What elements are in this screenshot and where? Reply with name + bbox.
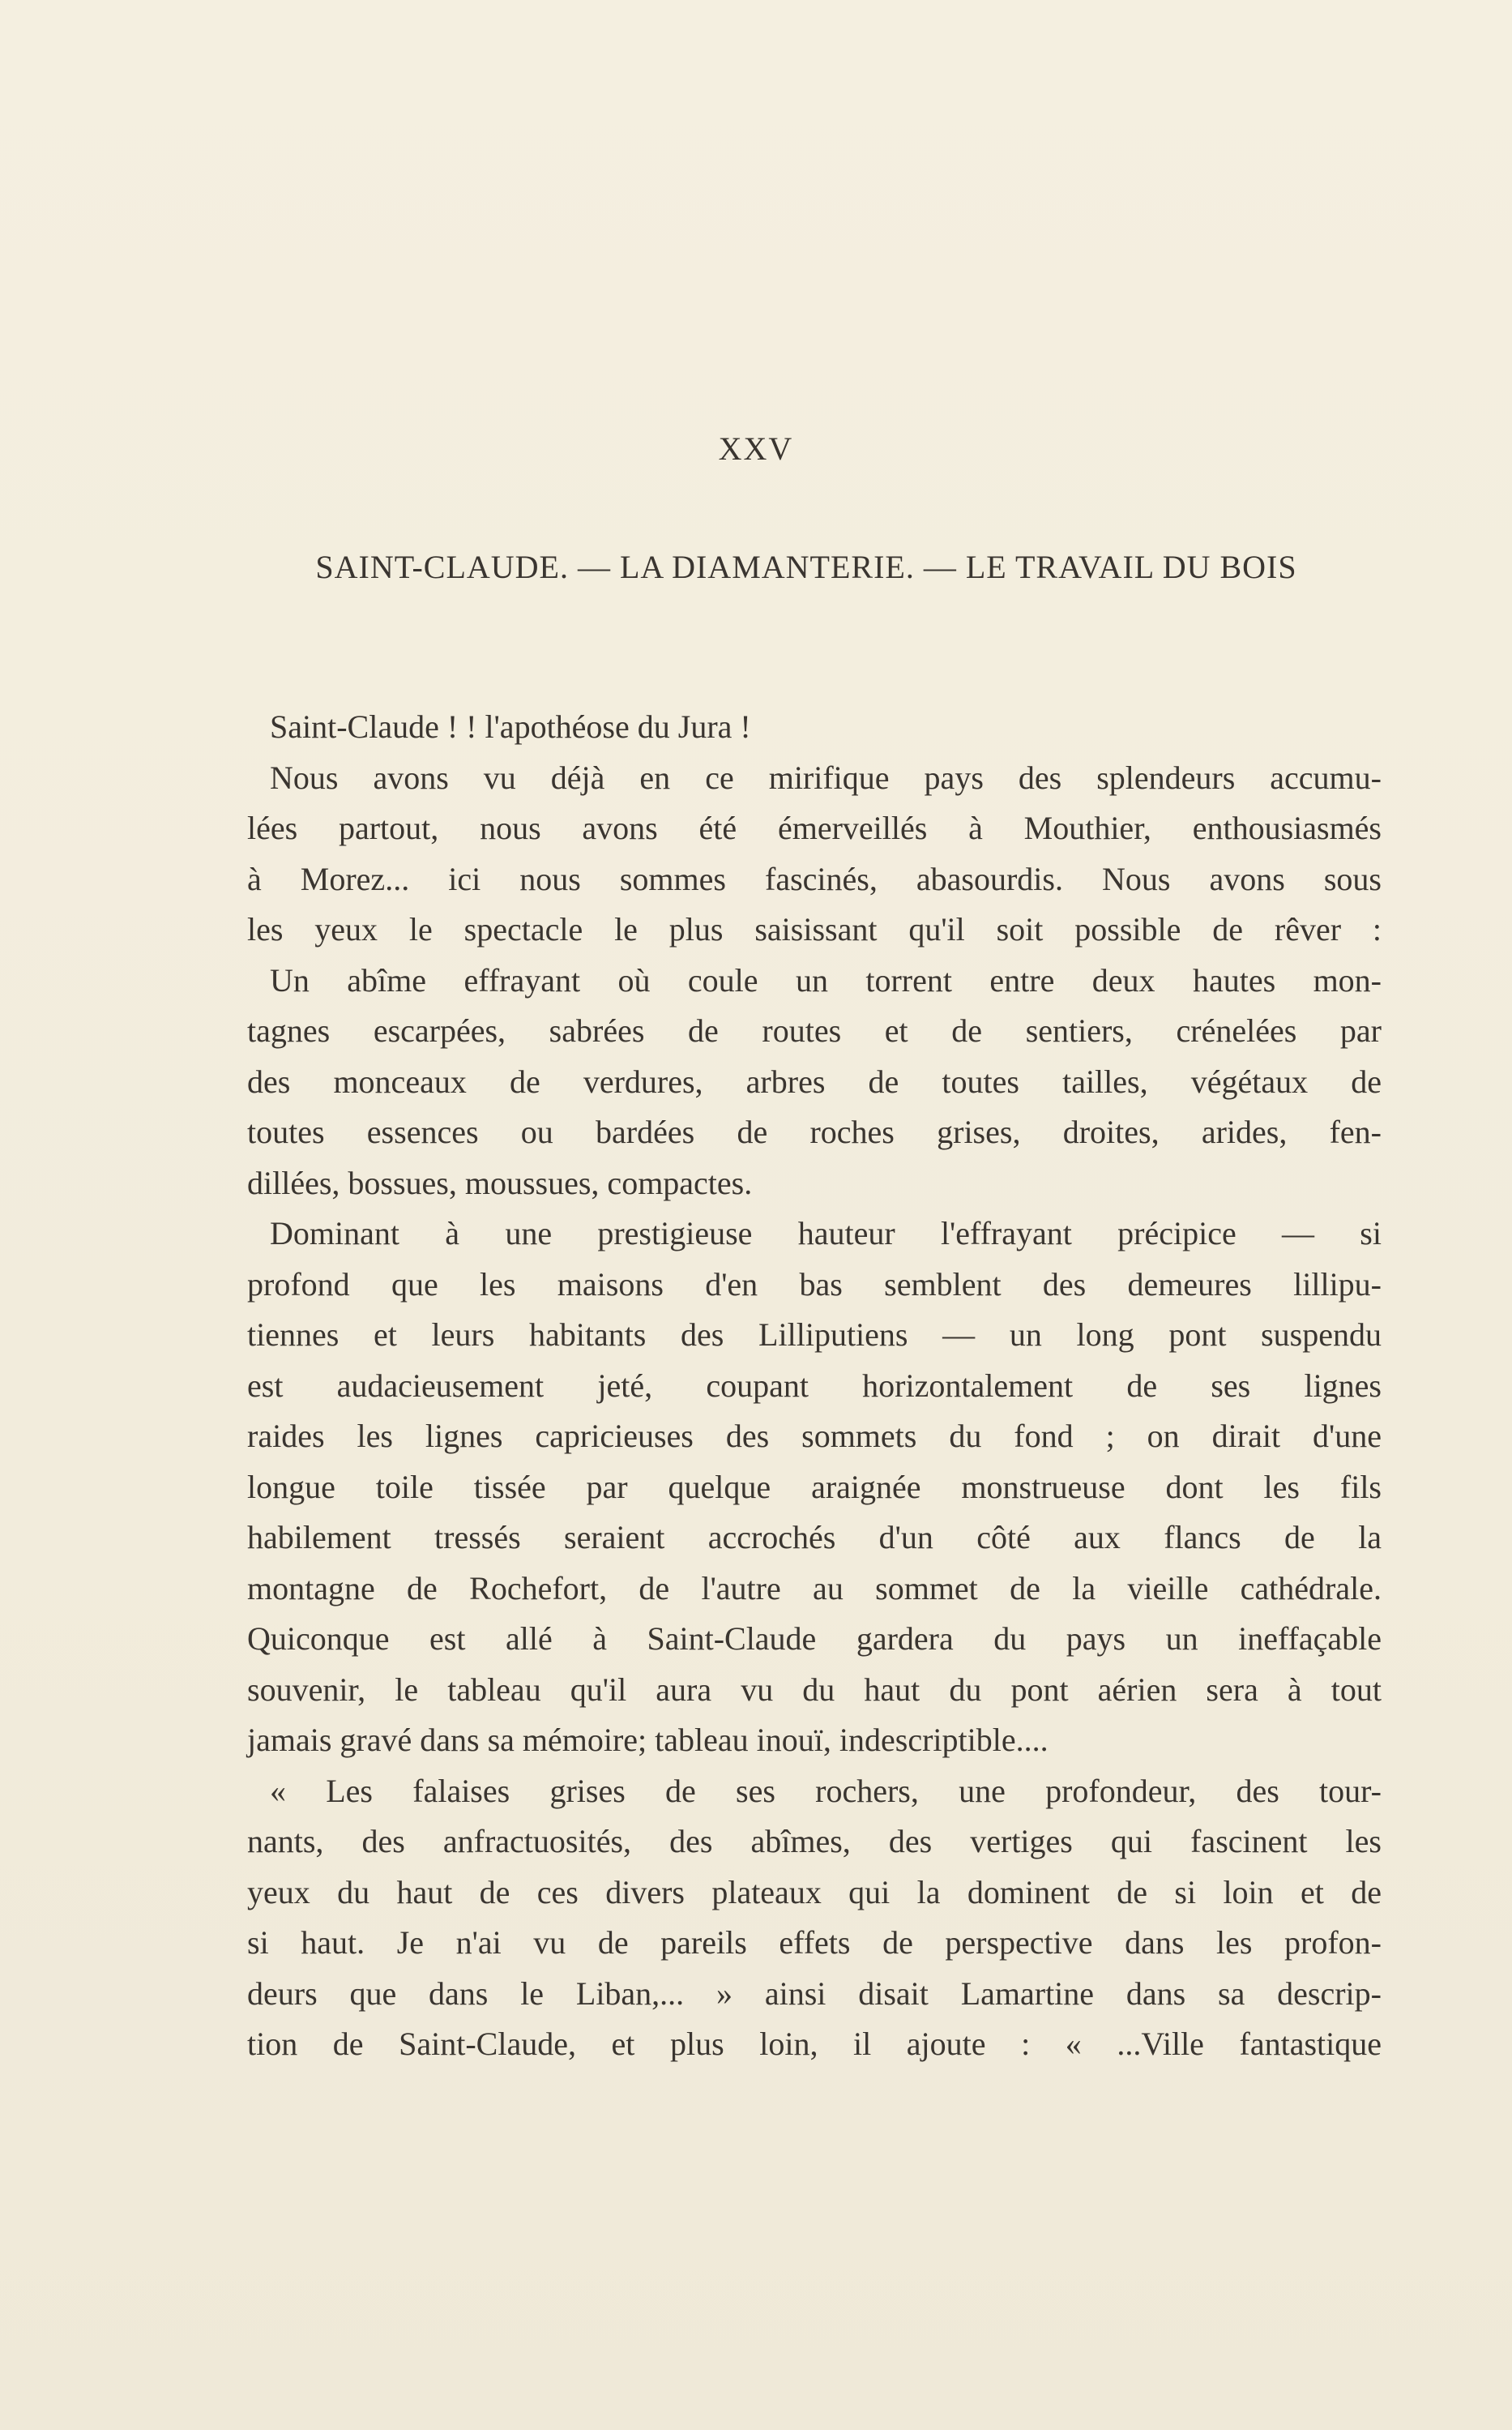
chapter-title: SAINT-CLAUDE. — LA DIAMANTERIE. — LE TRAVAIL DU BOIS [315,549,1297,585]
text-line: raides les lignes capricieuses des sommets du fond ; on dirait d'une [247,1418,1382,1454]
text-line: tagnes escarpées, sabrées de routes et de sentiers, crénelées par [247,1012,1382,1049]
text-line: montagne de Rochefort, de l'autre au sommet de la vieille cathédrale. [247,1569,1382,1606]
text-line: deurs que dans le Liban,... » ainsi disait Lamartine dans sa descrip- [247,1974,1382,2012]
body-text [247,702,1382,2070]
text-line: toutes essences ou bardées de roches grises, droites, arides, fen- [247,1114,1382,1150]
text-line: Dominant à une prestigieuse hauteur l'effrayant précipice — si [270,1215,1382,1251]
text-line: les yeux le spectacle le plus saisissant qu'il soit possible de rêver : [247,911,1382,948]
text-line: souvenir, le tableau qu'il aura vu du haut du pont aérien sera à tout [247,1671,1382,1708]
text-line: Quiconque est allé à Saint-Claude gardera du pays un ineffaçable [247,1620,1382,1657]
text-line: tion de Saint-Claude, et plus loin, il ajoute : « ...Ville fantastique [247,2026,1382,2062]
text-line: « Les falaises grises de ses rochers, une profondeur, des tour- [270,1772,1382,1809]
text-line: Saint-Claude ! ! l'apothéose du Jura ! [270,708,751,745]
text-line: si haut. Je n'ai vu de pareils effets de perspective dans les profon- [247,1924,1382,1961]
text-line: Un abîme effrayant où coule un torrent entre deux hautes mon- [270,961,1382,999]
text-line: jamais gravé dans sa mémoire; tableau inouï, indescriptible.... [247,1722,1049,1758]
text-line: des monceaux de verdures, arbres de toutes tailles, végétaux de [247,1063,1382,1100]
text-line: nants, des anfractuosités, des abîmes, des vertiges qui fascinent les [247,1823,1382,1859]
text-line: longue toile tissée par quelque araignée monstrueuse dont les fils [247,1468,1382,1505]
text-line: dillées, bossues, moussues, compactes. [247,1164,753,1201]
text-line: yeux du haut de ces divers plateaux qui la dominent de si loin et de [247,1873,1382,1910]
text-line: tiennes et leurs habitants des Lilliputiens — un long pont suspendu [247,1316,1382,1353]
chapter-number: XXV [718,430,794,467]
text-line: est audacieusement jeté, coupant horizontalement de ses lignes [247,1367,1382,1404]
text-line: Nous avons vu déjà en ce mirifique pays des splendeurs accumu- [270,759,1382,796]
text-line: habilement tressés seraient accrochés d'un côté aux flancs de la [247,1519,1382,1555]
text-line: à Morez... ici nous sommes fascinés, abasourdis. Nous avons sous [247,860,1382,897]
text-line: lées partout, nous avons été émerveillés à Mouthier, enthousiasmés [247,810,1382,846]
text-line: profond que les maisons d'en bas semblent des demeures lillipu- [247,1265,1382,1303]
